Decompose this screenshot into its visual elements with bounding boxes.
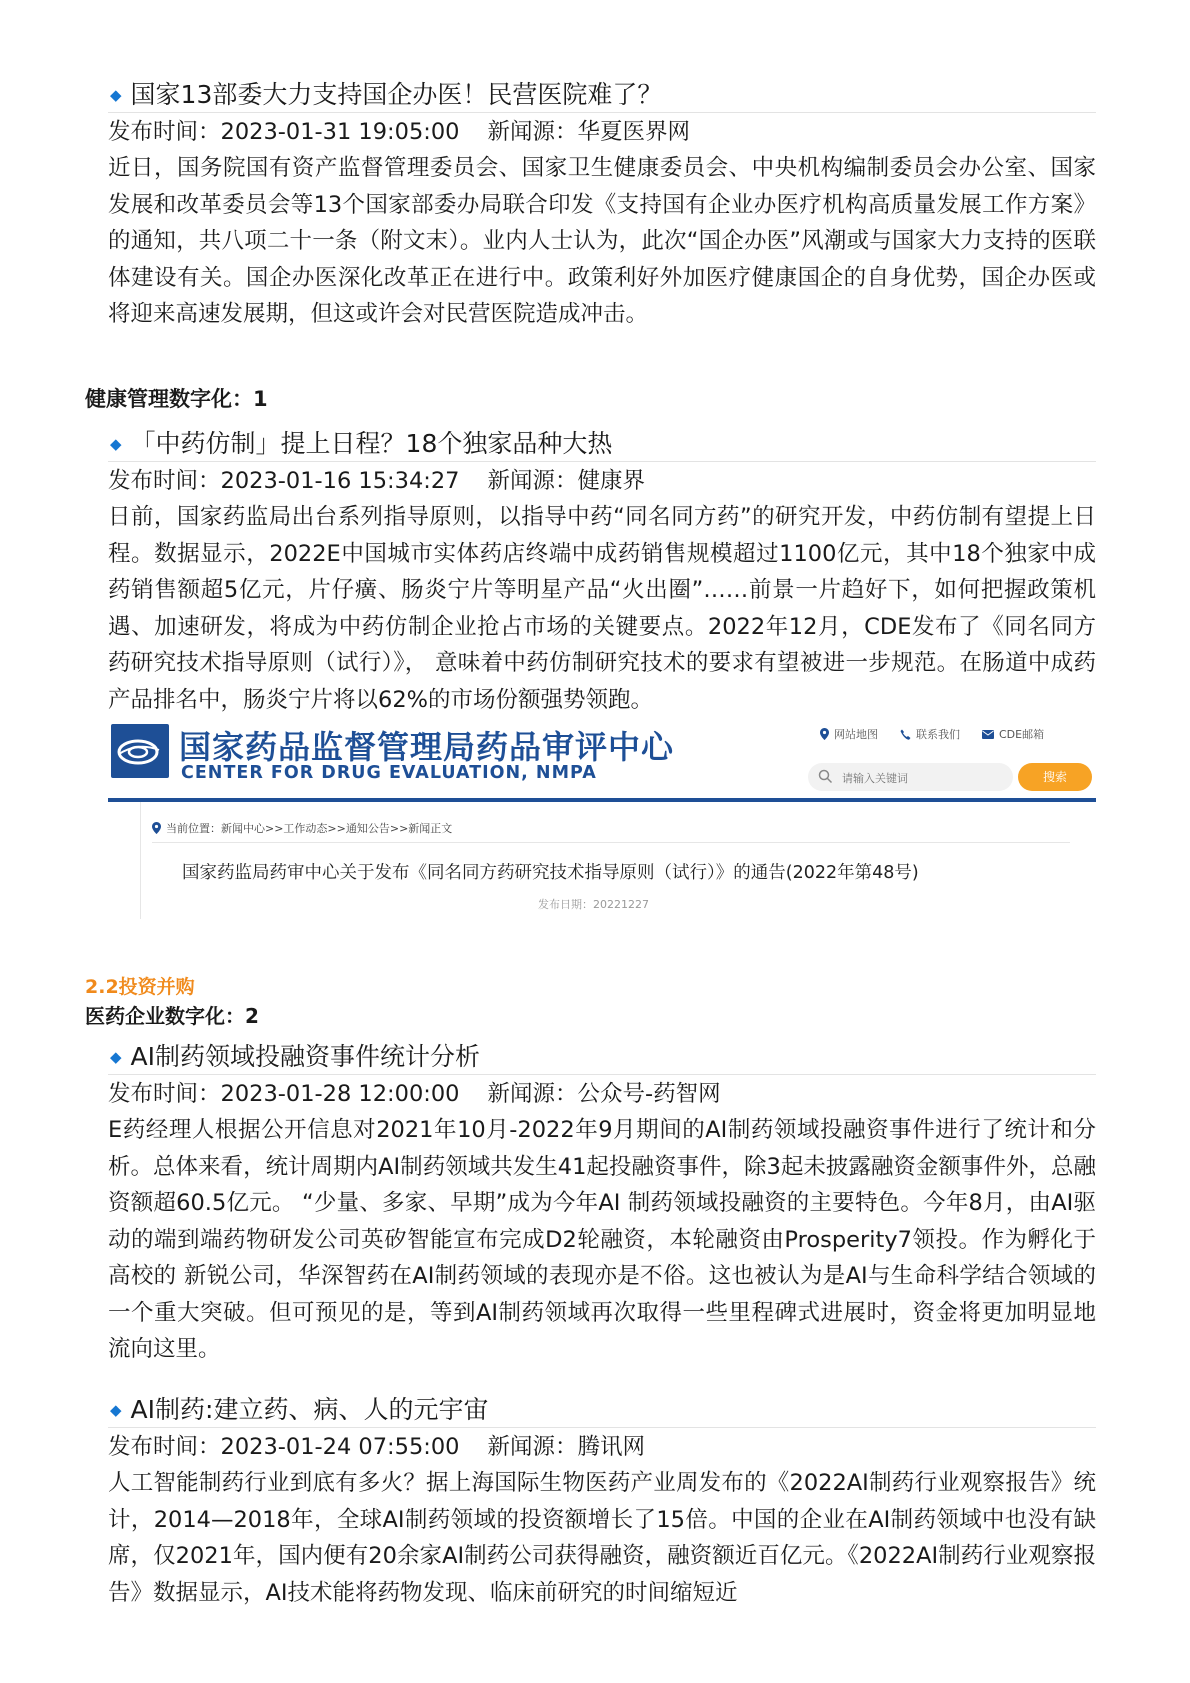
time-label: 发布时间： xyxy=(108,119,221,145)
article-title-text: 「中药仿制」提上日程？18个独家品种大热 xyxy=(130,429,613,458)
article-2 xyxy=(108,427,1096,718)
article-title xyxy=(108,427,1096,462)
notice-title: 国家药监局药审中心关于发布《同名同方药研究技术指导原则（试行）》的通告(2022年第48号) xyxy=(182,863,919,883)
cde-name-cn: 国家药品监督管理局药品审评中心 xyxy=(179,728,675,766)
news-source: 华夏医界网 xyxy=(577,119,691,145)
contact-label: 联系我们 xyxy=(916,728,960,741)
breadcrumb xyxy=(152,820,452,836)
article-meta xyxy=(108,463,1096,499)
article-meta xyxy=(108,1076,1096,1112)
section-pharma-enterprise: 医药企业数字化：2 xyxy=(85,1004,259,1028)
cde-name-en: CENTER FOR DRUG EVALUATION, NMPA xyxy=(181,763,597,783)
source-label: 新闻源： xyxy=(487,468,578,494)
article-1 xyxy=(108,78,1096,333)
divider xyxy=(152,842,1070,843)
source-label: 新闻源： xyxy=(487,1434,578,1460)
notice-date: 发布日期：20221227 xyxy=(538,898,649,911)
cde-top-links xyxy=(820,726,1044,742)
article-title xyxy=(108,1393,1096,1428)
time-label: 发布时间： xyxy=(108,1081,221,1107)
publish-time: 2023-01-24 07:55:00 xyxy=(220,1434,460,1460)
contact-link[interactable] xyxy=(900,726,960,742)
cde-website-screenshot xyxy=(108,718,1096,919)
article-title xyxy=(108,1040,1096,1075)
news-source: 腾讯网 xyxy=(577,1434,646,1460)
publish-time: 2023-01-16 15:34:27 xyxy=(220,468,460,494)
article-meta xyxy=(108,114,1096,150)
phone-icon xyxy=(900,729,911,740)
search-button[interactable]: 搜索 xyxy=(1018,763,1092,791)
article-4 xyxy=(108,1393,1096,1611)
news-source: 公众号-药智网 xyxy=(577,1081,721,1107)
section-invest-mna: 2.2投资并购 xyxy=(85,976,195,998)
publish-time: 2023-01-31 19:05:00 xyxy=(220,119,460,145)
location-pin-icon xyxy=(820,728,829,740)
article-body: 近日，国务院国有资产监督管理委员会、国家卫生健康委员会、中央机构编制委员会办公室、国家发展和改革委员会等13个国家部委办局联合印发《支持国有企业办医疗机构高质量发展工作方案》的通知，共八项二十一条（附文末）。业内人士认为，此次“国企办医”风潮或与国家大力支持的医联体建设有关。国企办医深化改革正在进行中。政策利好外加医疗健康国企的自身优势，国企办医或将迎来高速发展期，但这或许会对民营医院造成冲击。 xyxy=(108,155,1096,327)
mail-icon xyxy=(982,730,994,739)
time-label: 发布时间： xyxy=(108,1434,221,1460)
diamond-bullet-icon: ◆ xyxy=(110,1048,122,1066)
search-input[interactable] xyxy=(840,768,1004,788)
mail-label: CDE邮箱 xyxy=(999,728,1045,741)
article-meta xyxy=(108,1429,1096,1465)
article-title-text: AI制药领域投融资事件统计分析 xyxy=(130,1042,481,1071)
time-label: 发布时间： xyxy=(108,468,221,494)
diamond-bullet-icon: ◆ xyxy=(110,1401,122,1419)
mail-link[interactable] xyxy=(982,726,1044,742)
cde-logo-icon xyxy=(111,724,169,778)
news-source: 健康界 xyxy=(577,468,646,494)
cde-search-box xyxy=(808,763,1013,791)
diamond-bullet-icon: ◆ xyxy=(110,86,122,104)
sitemap-label: 网站地图 xyxy=(834,728,878,741)
search-icon xyxy=(818,769,833,784)
section-health-management: 健康管理数字化：1 xyxy=(85,387,268,411)
article-title xyxy=(108,78,1096,113)
article-body: 人工智能制药行业到底有多火？据上海国际生物医药产业周发布的《2022AI制药行业观察报告》统计，2014—2018年，全球AI制药领域的投资额增长了15倍。中国的企业在AI制药领域中也没有缺席，仅2021年，国内便有20余家AI制药公司获得融资，融资额近百亿元。《2022AI制药行业观察报告》数据显示，AI技术能将药物发现、临床前研究的时间缩短近 xyxy=(108,1470,1096,1606)
article-title-text: AI制药:建立药、病、人的元宇宙 xyxy=(130,1395,489,1424)
article-body: E药经理人根据公开信息对2021年10月-2022年9月期间的AI制药领域投融资事件进行了统计和分析。总体来看，统计周期内AI制药领域共发生41起投融资事件，除3起未披露融资金额事件外，总融资额超60.5亿元。 “少量、多家、早期”成为今年AI 制药领域投融资的主要特色。今年8月，由AI驱动的端到端药物研发公司英矽智能宣布完成D2轮融资，本轮融资由Prosperity7领投。作为孵化于高校的 新锐公司，华深智药在AI制药领域的表现亦是不俗。这也被认为是AI与生命科学结合领域的一个重大突破。但可预见的是，等到AI制药领域再次取得一些里程碑式进展时，资金将更加明显地流向这里。 xyxy=(108,1117,1096,1362)
article-title-text: 国家13部委大力支持国企办医！民营医院难了？ xyxy=(130,80,663,109)
source-label: 新闻源： xyxy=(487,119,578,145)
sitemap-link[interactable] xyxy=(820,726,878,742)
article-3 xyxy=(108,1040,1096,1368)
article-body: 日前，国家药监局出台系列指导原则，以指导中药“同名同方药”的研究开发，中药仿制有望提上日程。数据显示，2022E中国城市实体药店终端中成药销售规模超过1100亿元，其中18个独家中成药销售额超5亿元，片仔癀、肠炎宁片等明星产品“火出圈”……前景一片趋好下，如何把握政策机遇、加速研发，将成为中药仿制企业抢占市场的关键要点。2022年12月，CDE发布了《同名同方药研究技术指导原则（试行）》， 意味着中药仿制研究技术的要求有望被进一步规范。在肠道中成药产品排名中，肠炎宁片将以62%的市场份额强势领跑。 xyxy=(108,504,1096,713)
publish-time: 2023-01-28 12:00:00 xyxy=(220,1081,460,1107)
diamond-bullet-icon: ◆ xyxy=(110,435,122,453)
breadcrumb-text: 当前位置：新闻中心>>工作动态>>通知公告>>新闻正文 xyxy=(166,822,453,835)
location-pin-icon xyxy=(152,822,161,834)
source-label: 新闻源： xyxy=(487,1081,578,1107)
